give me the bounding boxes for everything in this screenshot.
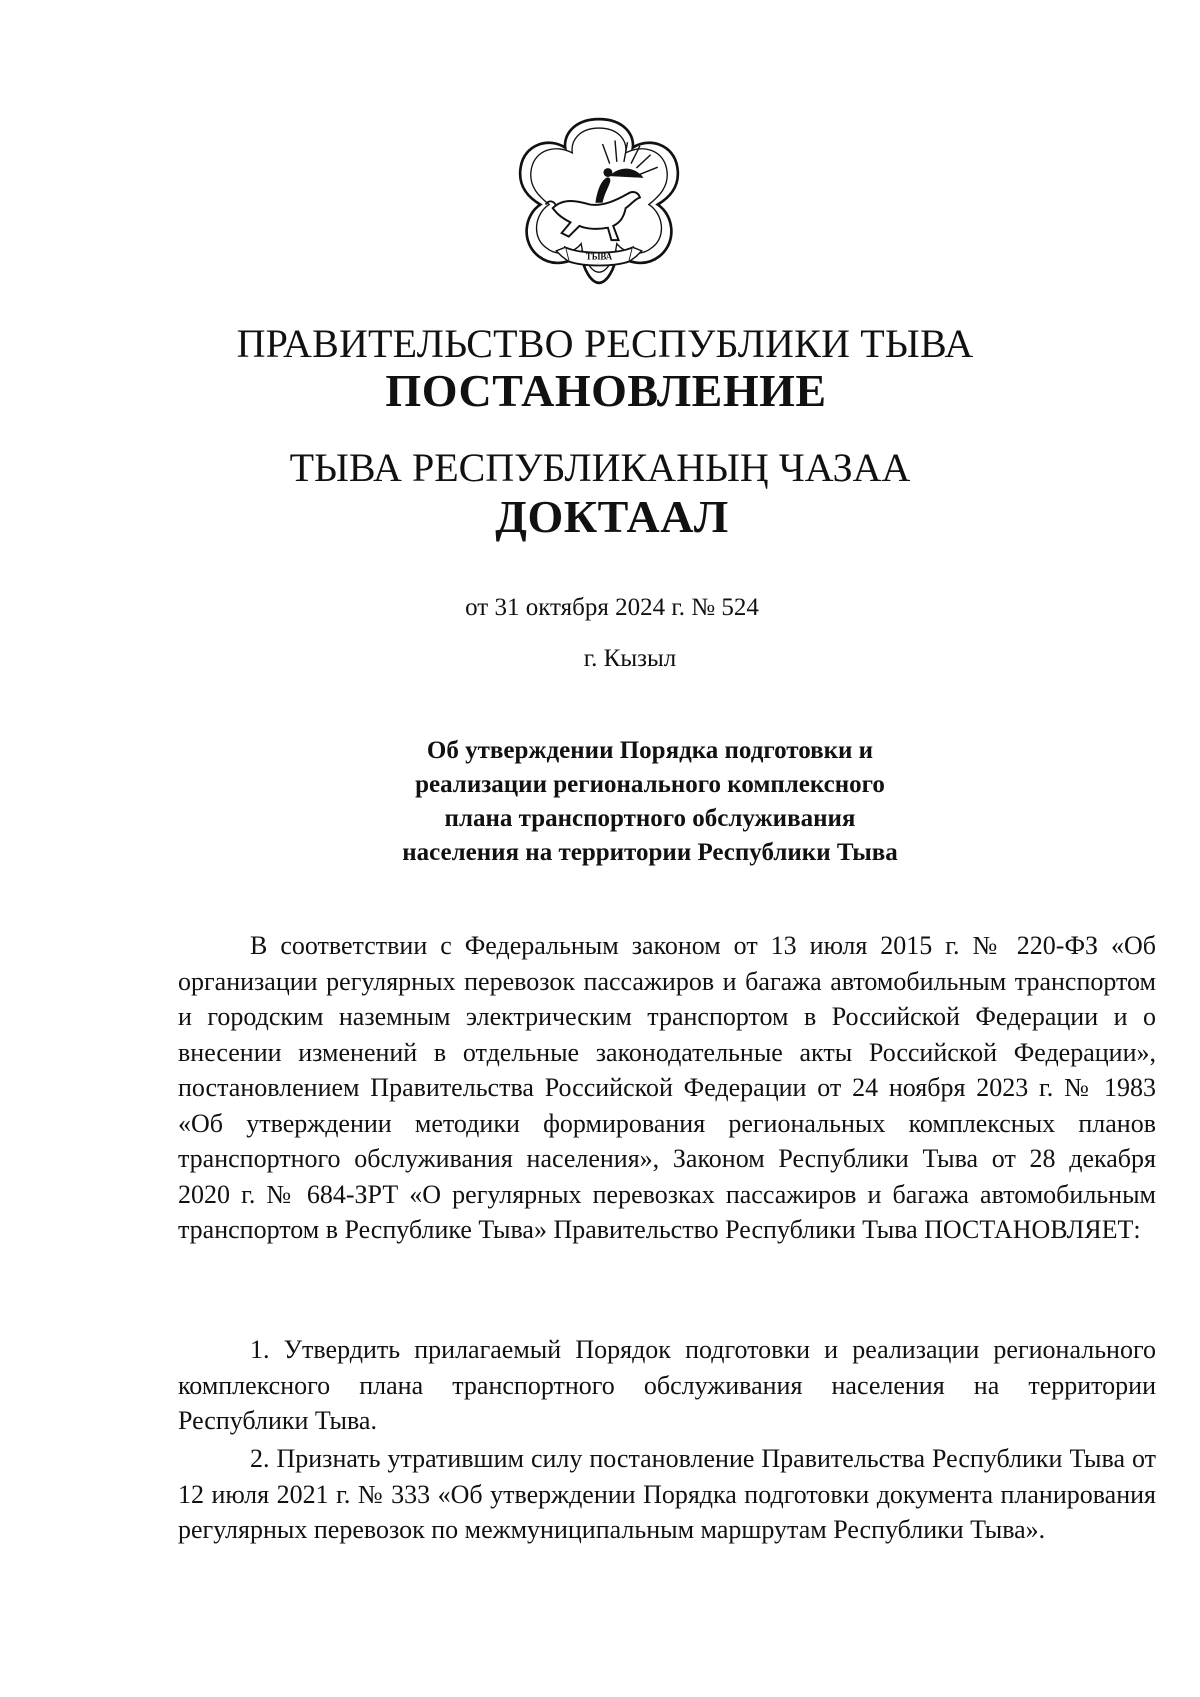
- title-line: Об утверждении Порядка подготовки и: [426, 737, 874, 764]
- government-name-tyv: ТЫВА РЕСПУБЛИКАНЫҢ ЧАЗАА: [289, 445, 911, 490]
- title-line: реализации регионального комплексного: [415, 771, 885, 798]
- document-title: [350, 734, 950, 870]
- government-name-ru: ПРАВИТЕЛЬСТВО РЕСПУБЛИКИ ТЫВА: [236, 321, 974, 366]
- document-date-number: от 31 октября 2024 г. № 524: [465, 594, 759, 621]
- resolution-item-2: 2. Признать утратившим силу постановление Правительства Республики Тыва от 12 июля 2021 г. № 333 «Об утверждении Порядка подготовки документа планирования регулярных перевозок по межмуниципальным маршрутам Республики Тыва».: [178, 1444, 1156, 1544]
- document-city: г. Кызыл: [583, 645, 677, 672]
- emblem-ribbon-text: ТЫВА: [585, 251, 613, 262]
- resolution-item-1: 1. Утвердить прилагаемый Порядок подготовки и реализации регионального комплексного плана транспортного обслуживания населения на территории Республики Тыва.: [178, 1335, 1156, 1435]
- coat-of-arms-emblem: [510, 112, 688, 290]
- document-type-ru: ПОСТАНОВЛЕНИЕ: [385, 365, 827, 416]
- title-line: плана транспортного обслуживания: [444, 805, 856, 832]
- title-line: населения на территории Республики Тыва: [402, 839, 898, 866]
- document-type-tyv: ДОКТААЛ: [495, 491, 729, 542]
- preamble-paragraph: В соответствии с Федеральным законом от 13 июля 2015 г. № 220-ФЗ «Об организации регулярных перевозок пассажиров и багажа автомобильным транспортом и городским наземным электрическим транспортом в Российской Федерации и о внесении изменений в отдельные законодательные акты Российской Федерации», постановлением Правительства Российской Федерации от 24 ноября 2023 г. № 1983 «Об утверждении методики формирования региональных комплексных планов транспортного обслуживания населения», Законом Республики Тыва от 28 декабря 2020 г. № 684-ЗРТ «О регулярных перевозках пассажиров и багажа автомобильным транспортом в Республике Тыва» Правительство Республики Тыва ПОСТАНОВЛЯЕТ:: [178, 931, 1156, 1244]
